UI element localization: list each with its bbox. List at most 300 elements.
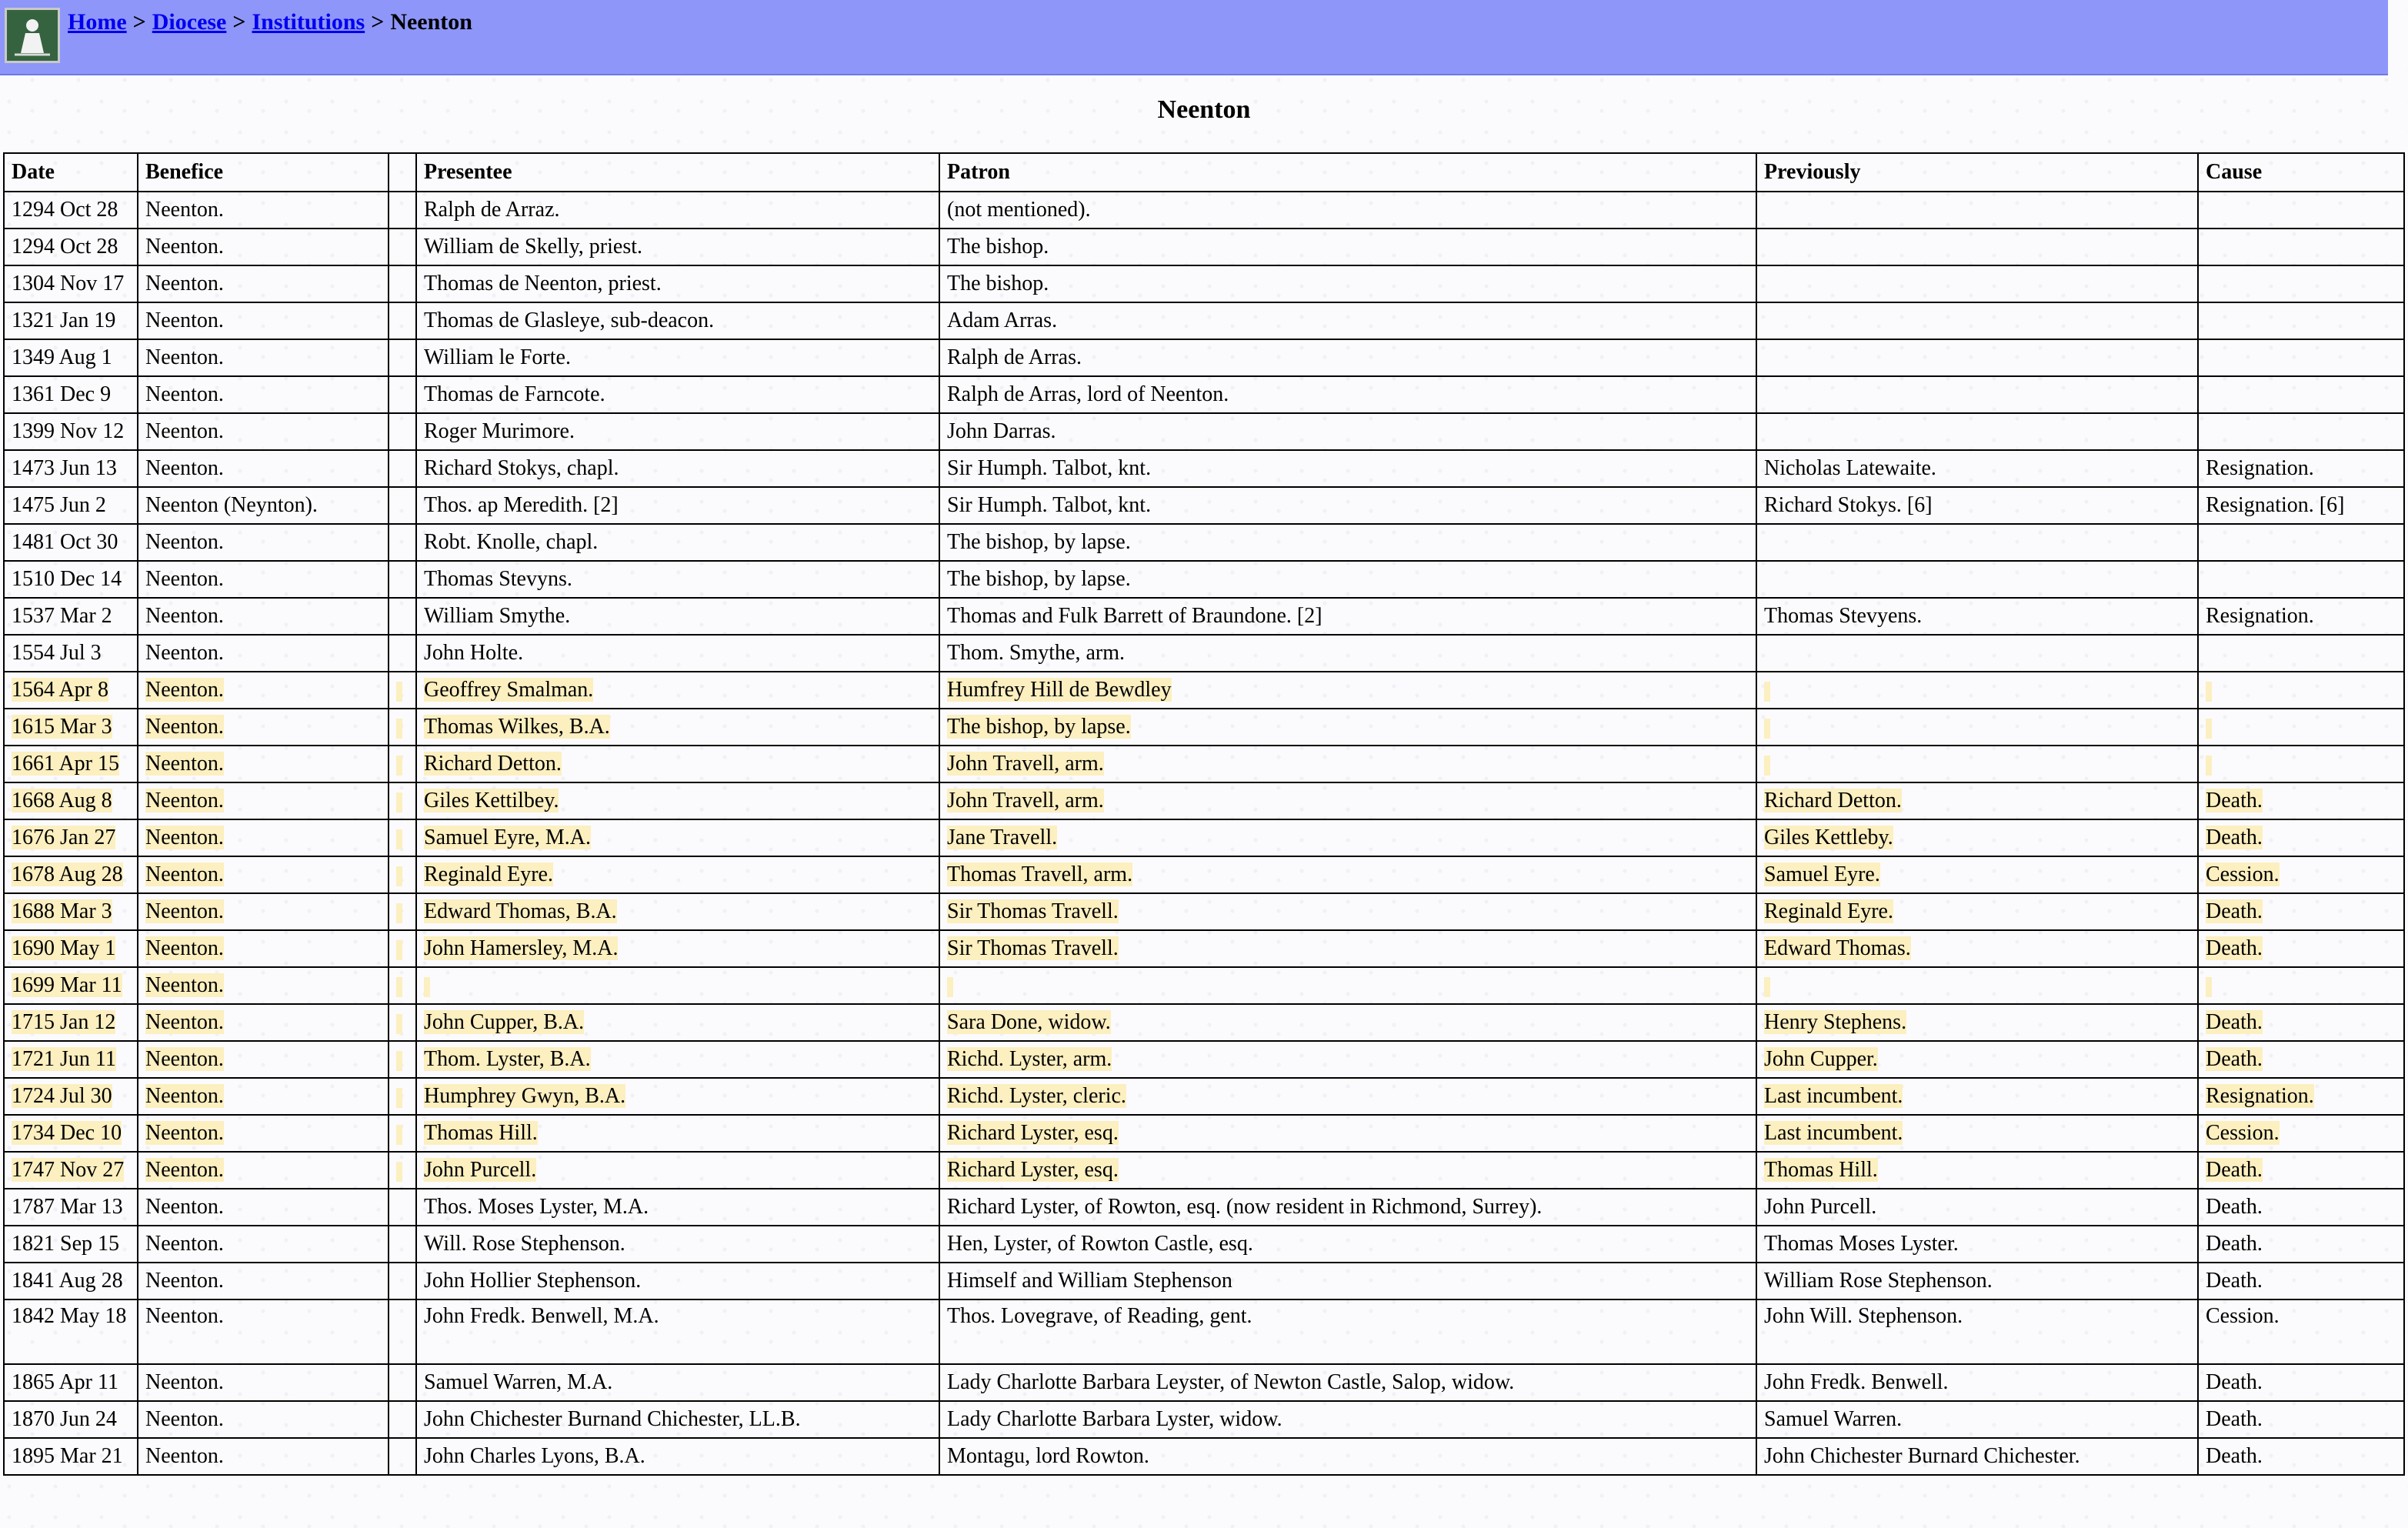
cell-previously [1756,672,2198,709]
cell-text: Thom. Lyster, B.A. [424,1047,591,1071]
cell-benefice [138,1189,389,1226]
cell-text: Hen, Lyster, of Rowton Castle, esq. [947,1232,1253,1256]
cell-previously [1756,1299,2198,1364]
cell-blank [389,561,416,598]
cell-blank [389,192,416,229]
cell-presentee [416,1004,939,1041]
cell-blank [389,1004,416,1041]
breadcrumb-current: Neenton [390,9,472,35]
cell-presentee [416,1041,939,1078]
cell-text [947,977,953,997]
highlight-marker [396,1125,402,1145]
cell-cause [2198,376,2404,413]
cell-text: (not mentioned). [947,198,1091,222]
table-row [4,1189,2404,1226]
cell-cause [2198,856,2404,893]
cell-blank [389,1438,416,1475]
cell-text: 1688 Mar 3 [12,899,112,923]
cell-text: Neenton. [145,1084,224,1108]
cell-previously [1756,376,2198,413]
cell-previously [1756,265,2198,302]
cell-date [4,1189,138,1226]
cell-patron [939,192,1756,229]
cell-text: Neenton. [145,862,224,886]
cell-text: The bishop, by lapse. [947,567,1131,591]
cell-text: John Fredk. Benwell, M.A. [424,1304,659,1328]
cell-text: John Travell, arm. [947,752,1104,776]
cell-patron [939,819,1756,856]
cell-cause [2198,450,2404,487]
cell-presentee [416,1401,939,1438]
cell-date [4,339,138,376]
cell-benefice [138,302,389,339]
header-presentee: Presentee [416,153,939,192]
breadcrumb-institutions-link[interactable]: Institutions [252,9,365,35]
cell-text: John Hollier Stephenson. [424,1269,642,1293]
cell-text: 1481 Oct 30 [12,530,118,554]
cell-text: 1678 Aug 28 [12,862,123,886]
cell-text: John Purcell. [1764,1195,1877,1219]
cell-cause [2198,339,2404,376]
cell-presentee [416,229,939,265]
cell-previously [1756,413,2198,450]
cell-patron [939,1004,1756,1041]
cell-blank [389,265,416,302]
cell-presentee [416,1226,939,1263]
cell-blank [389,1226,416,1263]
cell-text: Richard Detton. [1764,789,1902,812]
cell-benefice [138,339,389,376]
cell-presentee [416,893,939,930]
cell-text: John Hamersley, M.A. [424,936,619,960]
cell-text: Death. [2206,1047,2263,1071]
cell-text: Samuel Warren, M.A. [424,1370,613,1394]
cell-text: 1724 Jul 30 [12,1084,112,1108]
cell-text: Neenton. [145,567,224,591]
cell-text: Neenton. [145,1232,224,1256]
cell-patron [939,782,1756,819]
cell-date [4,746,138,782]
cell-text: Cession. [2206,862,2280,886]
cell-benefice [138,524,389,561]
cell-text: Richd. Lyster, arm. [947,1047,1112,1071]
cell-text: Death. [2206,826,2263,849]
cell-presentee [416,709,939,746]
cell-text: Thos. Lovegrave, of Reading, gent. [947,1304,1252,1328]
cell-previously [1756,1401,2198,1438]
cell-presentee [416,1299,939,1364]
cell-cause [2198,967,2404,1004]
highlight-marker [396,1014,402,1034]
cell-presentee [416,967,939,1004]
cell-benefice [138,376,389,413]
table-row [4,1364,2404,1401]
page-title: Neenton [1157,95,1251,124]
cell-text: Death. [2206,936,2263,960]
table-row [4,302,2404,339]
cell-text: Neenton. [145,530,224,554]
cell-previously [1756,1041,2198,1078]
cell-text: Neenton. [145,456,224,480]
cell-previously [1756,1152,2198,1189]
cell-text: Neenton. [145,1121,224,1145]
cell-patron [939,930,1756,967]
table-row [4,265,2404,302]
cell-blank [389,782,416,819]
cell-text: Last incumbent. [1764,1084,1903,1108]
cell-benefice [138,856,389,893]
cell-date [4,893,138,930]
cell-text: Cession. [2206,1121,2280,1145]
header-blank [389,153,416,192]
cell-date [4,1152,138,1189]
cell-text: The bishop. [947,272,1049,295]
cell-text: Reginald Eyre. [424,862,553,886]
cell-text: John Fredk. Benwell. [1764,1370,1949,1394]
cell-blank [389,672,416,709]
cell-previously [1756,782,2198,819]
cell-text: 1715 Jan 12 [12,1010,116,1034]
cell-text: Thomas Moses Lyster. [1764,1232,1959,1256]
cell-text: Neenton. [145,309,224,332]
cell-text: Neenton. [145,752,224,776]
cell-blank [389,1078,416,1115]
cell-presentee [416,413,939,450]
cell-blank [389,1263,416,1299]
table-row [4,339,2404,376]
cell-text: John Darras. [947,419,1056,443]
cell-text: Thomas de Glasleye, sub-deacon. [424,309,715,332]
cell-text: Ralph de Arras, lord of Neenton. [947,382,1229,406]
cell-text: Richard Lyster, esq. [947,1121,1119,1145]
cell-text: Neenton. [145,1370,224,1394]
header-patron: Patron [939,153,1756,192]
cell-blank [389,893,416,930]
cell-presentee [416,672,939,709]
cell-text: Henry Stephens. [1764,1010,1907,1034]
cell-date [4,302,138,339]
cell-presentee [416,265,939,302]
table-body [4,192,2404,1475]
cell-patron [939,302,1756,339]
breadcrumb-diocese-link[interactable]: Diocese [152,9,227,35]
cell-date [4,265,138,302]
cell-benefice [138,709,389,746]
cell-blank [389,302,416,339]
cell-text: 1537 Mar 2 [12,604,112,628]
cell-text: Resignation. [6] [2206,493,2345,517]
cell-text: Neenton. [145,1407,224,1431]
cell-text: 1865 Apr 11 [12,1370,118,1394]
cell-text: Neenton. [145,715,224,739]
table-row [4,1226,2404,1263]
breadcrumb [68,9,472,35]
cell-text: 1564 Apr 8 [12,678,108,702]
cell-date [4,598,138,635]
cell-text: The bishop. [947,235,1049,259]
cell-benefice [138,450,389,487]
table-row [4,1263,2404,1299]
header-previously: Previously [1756,153,2198,192]
cell-text: 1473 Jun 13 [12,456,117,480]
cell-benefice [138,598,389,635]
cell-text: Neenton. [145,641,224,665]
cell-previously [1756,487,2198,524]
cell-text: Neenton. [145,1047,224,1071]
cell-text: Neenton. [145,1444,224,1468]
cell-previously [1756,598,2198,635]
cell-patron [939,265,1756,302]
cell-text: Resignation. [2206,1084,2314,1108]
cell-text: 1661 Apr 15 [12,752,119,776]
table-row [4,709,2404,746]
cell-previously [1756,1263,2198,1299]
cell-text: Neenton. [145,272,224,295]
cell-blank [389,1152,416,1189]
cell-patron [939,1226,1756,1263]
cell-patron [939,709,1756,746]
institutions-table [3,152,2405,1476]
cell-text: Last incumbent. [1764,1121,1903,1145]
cell-blank [389,856,416,893]
cell-text: John Chichester Burnand Chichester, LL.B. [424,1407,801,1431]
cell-patron [939,1078,1756,1115]
cell-text: 1475 Jun 2 [12,493,106,517]
cell-blank [389,413,416,450]
cell-patron [939,524,1756,561]
cell-text: William Rose Stephenson. [1764,1269,1993,1293]
cell-previously [1756,819,2198,856]
cell-previously [1756,1115,2198,1152]
cell-text: Richard Detton. [424,752,562,776]
cell-patron [939,746,1756,782]
cell-presentee [416,1115,939,1152]
cell-text: Thomas de Neenton, priest. [424,272,662,295]
cell-blank [389,339,416,376]
cell-text: 1399 Nov 12 [12,419,125,443]
cell-text: John Will. Stephenson. [1764,1304,1963,1328]
cell-date [4,672,138,709]
cell-blank [389,1189,416,1226]
table-row [4,1438,2404,1475]
cell-date [4,1299,138,1364]
cell-text: Edward Thomas, B.A. [424,899,617,923]
cell-cause [2198,672,2404,709]
cell-previously [1756,893,2198,930]
cell-text: Neenton. [145,235,224,259]
cell-date [4,1115,138,1152]
cell-date [4,1226,138,1263]
cell-blank [389,930,416,967]
cell-previously [1756,339,2198,376]
table-row [4,1401,2404,1438]
cell-text [2206,682,2212,702]
cell-previously [1756,450,2198,487]
cell-date [4,709,138,746]
cell-date [4,1401,138,1438]
cell-blank [389,487,416,524]
site-logo-icon[interactable] [5,8,60,63]
cell-text: Richard Stokys, chapl. [424,456,619,480]
cell-date [4,1364,138,1401]
highlight-marker [396,682,402,702]
cell-previously [1756,1226,2198,1263]
cell-text: 1821 Sep 15 [12,1232,119,1256]
cell-patron [939,450,1756,487]
table-row [4,1152,2404,1189]
cell-text: Sir Thomas Travell. [947,899,1119,923]
cell-text [2206,719,2212,739]
breadcrumb-separator: > [371,9,385,35]
cell-blank [389,450,416,487]
cell-date [4,524,138,561]
cell-text [2206,756,2212,776]
cell-cause [2198,746,2404,782]
cell-text: 1349 Aug 1 [12,345,112,369]
cell-cause [2198,265,2404,302]
cell-text: 1668 Aug 8 [12,789,112,812]
cell-patron [939,1263,1756,1299]
cell-benefice [138,1364,389,1401]
cell-benefice [138,930,389,967]
cell-text: 1615 Mar 3 [12,715,112,739]
cell-text: 1321 Jan 19 [12,309,116,332]
cell-patron [939,339,1756,376]
cell-text: Richard Lyster, of Rowton, esq. (now resident in Richmond, Surrey). [947,1195,1543,1219]
cell-date [4,229,138,265]
cell-text: 1721 Jun 11 [12,1047,116,1071]
table-row [4,1115,2404,1152]
cell-text [424,977,430,997]
cell-text: Geoffrey Smalman. [424,678,594,702]
cell-date [4,487,138,524]
cell-text: Richard Stokys. [6] [1764,493,1933,517]
cell-text: Reginald Eyre. [1764,899,1893,923]
cell-text: John Cupper. [1764,1047,1878,1071]
cell-date [4,967,138,1004]
cell-blank [389,819,416,856]
cell-presentee [416,856,939,893]
cell-blank [389,709,416,746]
cell-blank [389,524,416,561]
cell-patron [939,229,1756,265]
cell-date [4,1078,138,1115]
cell-text: Thomas Wilkes, B.A. [424,715,610,739]
cell-text: Humfrey Hill de Bewdley [947,678,1172,702]
highlight-marker [396,903,402,923]
cell-text [1764,756,1770,776]
cell-text: Sara Done, widow. [947,1010,1111,1034]
table-row [4,782,2404,819]
cell-text: Death. [2206,1269,2263,1293]
cell-benefice [138,893,389,930]
cell-text: Roger Murimore. [424,419,575,443]
cell-text: Humphrey Gwyn, B.A. [424,1084,626,1108]
cell-presentee [416,450,939,487]
cell-presentee [416,1263,939,1299]
cell-patron [939,856,1756,893]
cell-presentee [416,1364,939,1401]
cell-cause [2198,1401,2404,1438]
cell-previously [1756,192,2198,229]
cell-presentee [416,192,939,229]
cell-text: Neenton. [145,1010,224,1034]
cell-text: John Charles Lyons, B.A. [424,1444,645,1468]
cell-patron [939,1041,1756,1078]
table-row [4,746,2404,782]
cell-cause [2198,1004,2404,1041]
cell-presentee [416,561,939,598]
cell-blank [389,598,416,635]
cell-cause [2198,1226,2404,1263]
cell-text: 1870 Jun 24 [12,1407,117,1431]
cell-blank [389,746,416,782]
cell-benefice [138,1263,389,1299]
cell-benefice [138,635,389,672]
cell-previously [1756,635,2198,672]
cell-presentee [416,819,939,856]
cell-cause [2198,709,2404,746]
cell-patron [939,1152,1756,1189]
cell-previously [1756,1078,2198,1115]
cell-text: 1895 Mar 21 [12,1444,123,1468]
cell-presentee [416,339,939,376]
cell-cause [2198,229,2404,265]
cell-blank [389,635,416,672]
cell-text: Lady Charlotte Barbara Lyster, widow. [947,1407,1282,1431]
cell-date [4,1263,138,1299]
highlight-marker [396,1088,402,1108]
cell-patron [939,893,1756,930]
cell-presentee [416,598,939,635]
cell-text: Samuel Warren. [1764,1407,1903,1431]
highlight-marker [396,719,402,739]
cell-date [4,450,138,487]
cell-text: Neenton. [145,1158,224,1182]
cell-presentee [416,487,939,524]
breadcrumb-home-link[interactable]: Home [68,9,127,35]
cell-cause [2198,1152,2404,1189]
cell-text: Sir Thomas Travell. [947,936,1119,960]
cell-cause [2198,1299,2404,1364]
cell-patron [939,1364,1756,1401]
cell-text: Robt. Knolle, chapl. [424,530,599,554]
cell-text: Neenton. [145,973,224,997]
cell-cause [2198,413,2404,450]
cell-benefice [138,1078,389,1115]
cell-patron [939,1438,1756,1475]
cell-cause [2198,930,2404,967]
cell-date [4,1041,138,1078]
cell-text: Thomas Travell, arm. [947,862,1133,886]
cell-text: Thos. Moses Lyster, M.A. [424,1195,649,1219]
cell-cause [2198,1115,2404,1152]
highlight-marker [396,756,402,776]
table-row [4,561,2404,598]
table-row [4,672,2404,709]
cell-benefice [138,672,389,709]
cell-text: 1361 Dec 9 [12,382,112,406]
cell-benefice [138,1299,389,1364]
table-header-row [4,153,2404,192]
table-row [4,819,2404,856]
cell-text: Adam Arras. [947,309,1058,332]
cell-text: Lady Charlotte Barbara Leyster, of Newton Castle, Salop, widow. [947,1370,1515,1394]
cell-text: 1510 Dec 14 [12,567,122,591]
cell-benefice [138,1115,389,1152]
cell-presentee [416,1152,939,1189]
cell-patron [939,376,1756,413]
